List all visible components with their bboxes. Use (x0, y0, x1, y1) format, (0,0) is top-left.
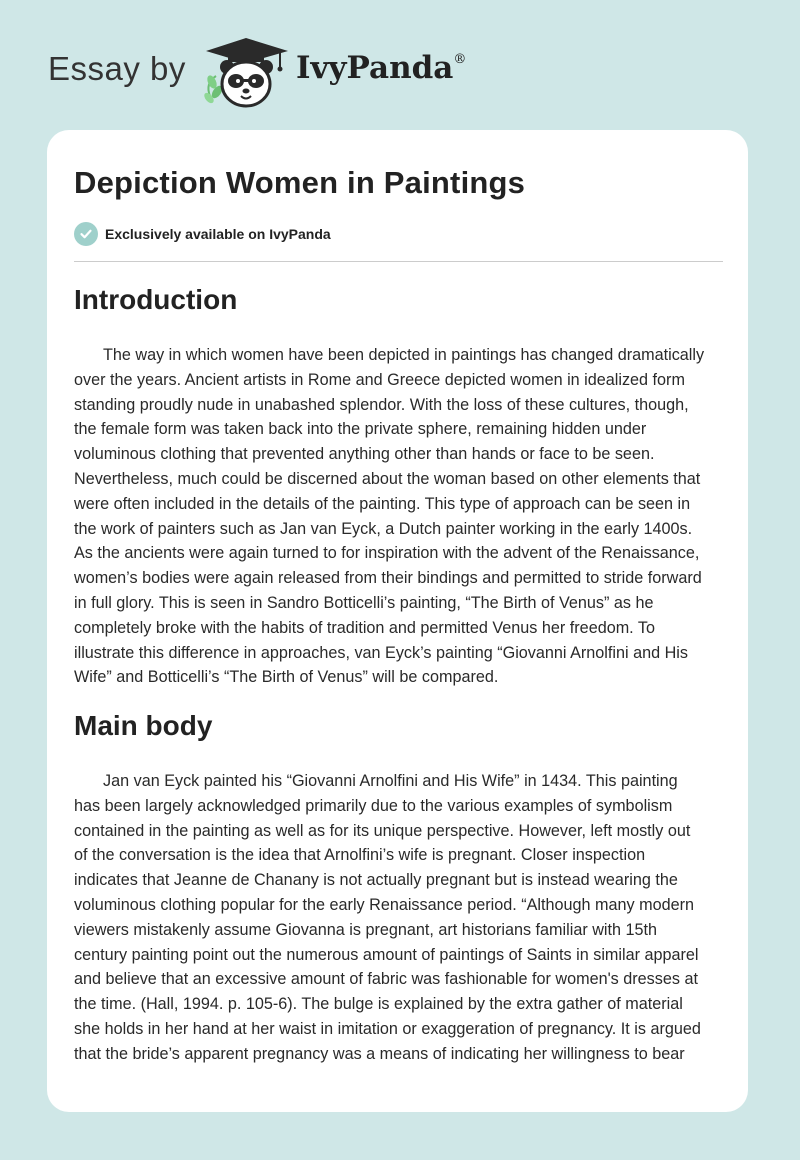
introduction-paragraph (74, 343, 725, 690)
text-line: the female form was taken back into the private sphere, remaining hidden under (74, 420, 647, 439)
text-line: over the years. Ancient artists in Rome and Greece depicted women in idealized form (74, 370, 685, 389)
text-line: voluminous clothing that prevented anything other than hands or face to be seen. (74, 445, 655, 464)
essay-title: Depiction Women in Paintings (74, 165, 526, 200)
text-line: standing proudly nude in unabashed splendor. With the loss of these cultures, though, (74, 395, 689, 414)
text-line: Nevertheless, much could be discerned about the woman based on other elements that (74, 469, 701, 488)
section-heading-introduction: Introduction (74, 284, 238, 315)
section-heading-main-body: Main body (74, 710, 213, 741)
text-line: women’s bodies were again released from their bindings and permitted to stride forward (74, 569, 702, 588)
exclusive-badge (74, 222, 331, 246)
text-line: of the conversation is the idea that Arnolfini’s wife is pregnant. Closer inspection (74, 846, 646, 865)
site-header (0, 0, 800, 130)
text-line: indicates that Jeanne de Chanany is not actually pregnant but is instead wearing the (74, 871, 678, 890)
text-line: As the ancients were again turned to for inspiration with the advent of the Renaissance, (74, 544, 700, 563)
brand-name: IvyPanda (296, 50, 454, 86)
ivypanda-brand[interactable] (296, 50, 466, 86)
text-line: viewers mistakenly assume Giovanna is pregnant, art historians familiar with 15th (74, 920, 658, 939)
check-circle-icon (74, 222, 98, 246)
text-line: The way in which women have been depicted in paintings has changed dramatically (103, 346, 705, 364)
divider (74, 261, 723, 262)
panda-graduate-logo-icon[interactable] (200, 36, 292, 110)
text-line: and believe that an excessive amount of fabric was fashionable for women's dresses at (74, 970, 698, 989)
text-line: that the bride’s apparent pregnancy was a means of indicating her willingness to bear (74, 1044, 685, 1063)
essay-card (47, 130, 748, 1112)
text-line: Jan van Eyck painted his “Giovanni Arnolfini and His Wife” in 1434. This painting (103, 772, 678, 790)
text-line: illustrate this difference in approaches, van Eyck’s painting “Giovanni Arnolfini and His (74, 643, 688, 662)
registered-mark: ® (453, 52, 467, 67)
main-body-paragraph (74, 769, 725, 1067)
text-line: the time. (Hall, 1994. p. 105-6). The bulge is explained by the extra gather of material (74, 995, 683, 1014)
text-line: century painting point out the numerous amount of paintings of Saints in similar apparel (74, 945, 699, 964)
essay-by-label: Essay by (48, 50, 186, 87)
text-line: Wife” and Botticelli’s “The Birth of Venus” will be compared. (74, 668, 499, 687)
badge-text: Exclusively available on IvyPanda (105, 226, 331, 242)
text-line: in full glory. This is seen in Sandro Botticelli’s painting, “The Birth of Venus” as he (74, 593, 654, 612)
text-line: she holds in her hand at her waist in imitation or exaggeration of pregnancy. It is argued (74, 1019, 701, 1038)
text-line: contained in the painting as well as for its unique perspective. However, left mostly out (74, 821, 691, 840)
text-line: voluminous clothing popular for the early Renaissance period. “Although many modern (74, 895, 694, 914)
text-line: were often included in the details of the painting. This type of approach can be seen in (74, 494, 691, 513)
text-line: has been largely acknowledged primarily due to the various examples of symbolism (74, 796, 673, 815)
text-line: the work of painters such as Jan van Eyck, a Dutch painter working in the early 1400s. (74, 519, 693, 538)
text-line: completely broke with the habits of tradition and permitted Venus her freedom. To (74, 618, 655, 637)
